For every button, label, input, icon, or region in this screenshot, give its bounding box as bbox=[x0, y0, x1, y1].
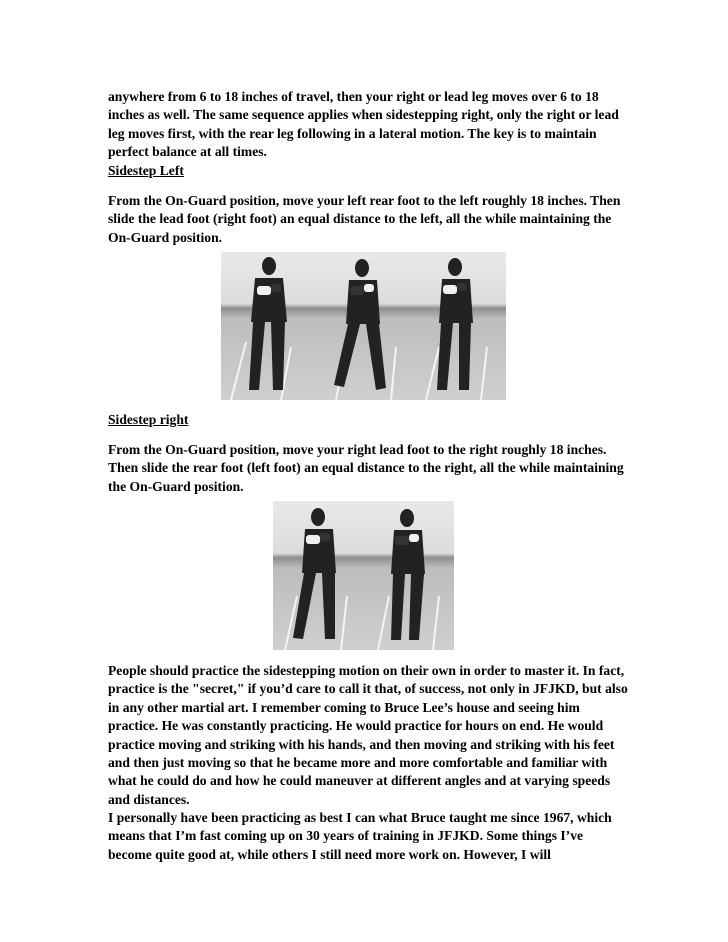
practice-paragraph: People should practice the sidestepping motion on their own in order to master it. In fact, practice is the "secret," if you’d care to call it that, of success, not only in JFJKD, but also in any other martial art. I remember coming to Bruce Lee’s house and seeing him practice. He was constantly practicing. He would practice for hours on end. He would practice moving and striking with his hands, and then moving and striking with his feet and then just moving so that he became more and more comfortable and familiar with what he could do and how he could maneuver at different angles and at varying speeds and distances. bbox=[108, 663, 628, 807]
sidestep-left-photo-sequence bbox=[221, 252, 506, 400]
sidestep-right-photo-sequence bbox=[273, 501, 454, 650]
intro-paragraph: anywhere from 6 to 18 inches of travel, then your right or lead leg moves over 6 to 18 inches as well. The same sequence applies when sidestepping right, only the right or lead leg moves first, with the rear leg following in a lateral motion. The key is to maintain perfect balance at all times. bbox=[108, 89, 619, 160]
sidestep-right-paragraph: From the On-Guard position, move your right lead foot to the right roughly 18 inches. Then slide the rear foot (left foot) an equal distance to the right, all the while maintaining the On-Guard position. bbox=[108, 442, 624, 494]
sidestep-right-photo-2 bbox=[363, 501, 454, 650]
sidestep-left-paragraph: From the On-Guard position, move your left rear foot to the left roughly 18 inches. Then slide the lead foot (right foot) an equal distance to the left, all the while maintaining the On-Guard position. bbox=[108, 193, 621, 245]
sidestep-left-photo-3 bbox=[411, 252, 506, 400]
personal-paragraph: I personally have been practicing as best I can what Bruce taught me since 1967, which means that I’m fast coming up on 30 years of training in JFJKD. Some things I’ve become quite good at, while others I still need more work on. However, I will bbox=[108, 810, 612, 862]
sidestep-left-photo-1 bbox=[221, 252, 316, 400]
sidestep-left-heading: Sidestep Left bbox=[108, 163, 184, 178]
sidestep-right-photo-1 bbox=[273, 501, 363, 650]
sidestep-right-heading: Sidestep right bbox=[108, 412, 189, 427]
sidestep-left-photo-2 bbox=[316, 252, 411, 400]
